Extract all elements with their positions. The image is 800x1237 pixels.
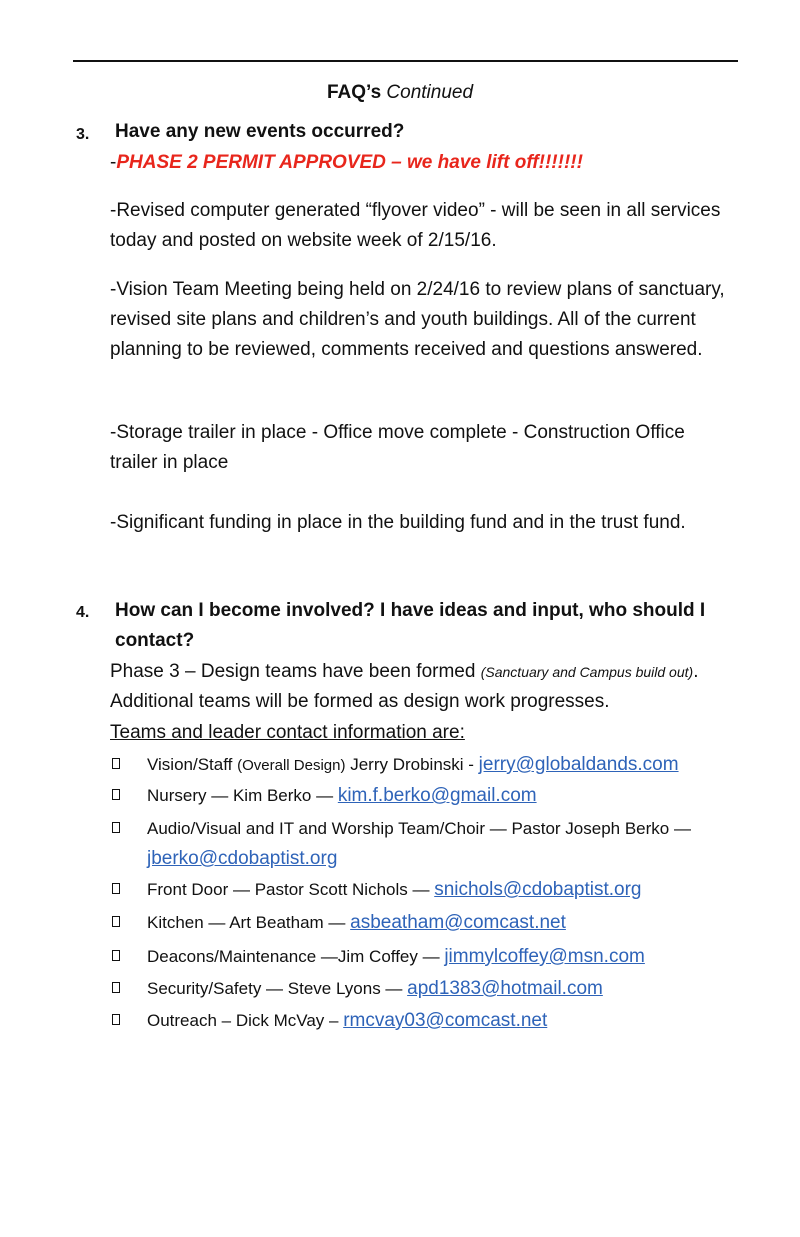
page-title <box>0 82 800 104</box>
email-link-kim[interactable]: kim.f.berko@gmail.com <box>337 785 537 806</box>
page-title-italic: Continued <box>386 82 474 103</box>
top-rule <box>73 60 738 62</box>
email-link-jberko[interactable]: jberko@cdobaptist.org <box>147 848 338 869</box>
question-4-text: How can I become involved? I have ideas and input, who should I contact? <box>115 600 706 651</box>
phase-3-intro <box>110 657 740 717</box>
paragraph-funding: -Significant funding in place in the building fund and in the trust fund. <box>110 512 686 533</box>
question-4-number: 4. <box>76 604 90 621</box>
email-link-jimmylcoffey[interactable]: jimmylcoffey@msn.com <box>444 946 645 967</box>
email-link-apd1383[interactable]: apd1383@hotmail.com <box>407 978 603 999</box>
checkbox-icon <box>112 916 120 927</box>
permit-approved-highlight: PHASE 2 PERMIT APPROVED – we have lift off!!!!!!! <box>116 152 583 173</box>
paragraph-flyover-video: -Revised computer generated “flyover video” - will be seen in all services today and posted on website week of 2/15/16. <box>110 200 721 251</box>
checkbox-icon <box>112 982 120 993</box>
email-link-asbeatham[interactable]: asbeatham@comcast.net <box>350 912 566 933</box>
checkbox-icon <box>112 758 120 769</box>
checkbox-icon <box>112 883 120 894</box>
highlight-prefix: - <box>110 152 117 173</box>
paragraph-storage-trailer: -Storage trailer in place - Office move complete - Construction Office trailer in place <box>110 422 685 473</box>
phase-3-intro-note: (Sanctuary and Campus build out) <box>480 664 694 680</box>
question-3-text: Have any new events occurred? <box>115 121 405 142</box>
phase-3-intro-b: . Additional teams will be formed as design work progresses. <box>110 661 699 712</box>
email-link-jerry[interactable]: jerry@globaldands.com <box>478 754 679 775</box>
email-link-rmcvay03[interactable]: rmcvay03@comcast.net <box>343 1010 548 1031</box>
checkbox-icon <box>112 789 120 800</box>
page-title-bold: FAQ’s <box>326 82 382 103</box>
checkbox-icon <box>112 822 120 833</box>
phase-3-intro-a: Phase 3 – Design teams have been formed <box>110 661 481 682</box>
paragraph-vision-team-meeting: -Vision Team Meeting being held on 2/24/16 to review plans of sanctuary, revised site plans and children’s and youth buildings. All of the current planning to be reviewed, comments received and questions answered. <box>110 279 725 360</box>
question-3-highlight <box>110 148 730 178</box>
checkbox-icon <box>112 950 120 961</box>
checkbox-icon <box>112 1014 120 1025</box>
question-3-number: 3. <box>76 126 90 143</box>
email-link-snichols[interactable]: snichols@cdobaptist.org <box>434 879 642 900</box>
teams-heading: Teams and leader contact information are: <box>110 722 465 743</box>
